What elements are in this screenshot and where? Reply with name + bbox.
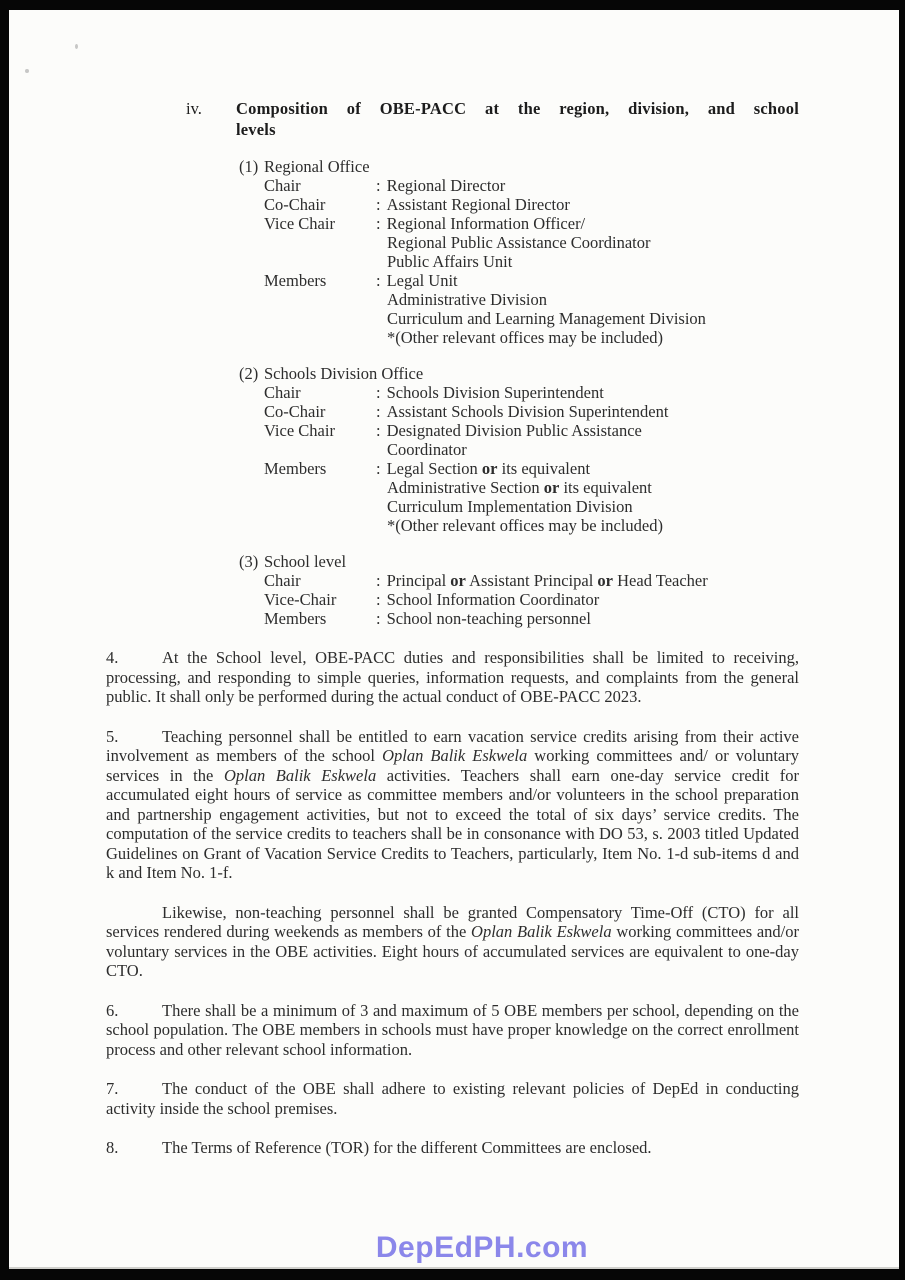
text-run: School non-teaching personnel (386, 609, 591, 628)
row-value-line (376, 383, 799, 402)
text-run: working committees and/or voluntary services in the OBE activities. Eight hours of accumulated services are equivalent to one-day CTO. (106, 922, 800, 980)
row-value-line (376, 290, 799, 309)
committee-title-row (239, 364, 799, 383)
section-heading-number: iv. (186, 99, 202, 118)
section-heading-line2: levels (236, 120, 276, 139)
committee-title: Regional Office (264, 157, 370, 176)
paragraph-list (106, 648, 799, 1158)
text-run: Coordinator (387, 440, 467, 459)
committee-title: School level (264, 552, 347, 571)
row-label: Members (264, 271, 327, 290)
text-run: The conduct of the OBE shall adhere to existing relevant policies of DepEd in conducting activity inside the school premises. (106, 1079, 799, 1118)
committee-row (264, 176, 799, 195)
row-value-line (376, 176, 799, 195)
paragraph (106, 1138, 799, 1158)
row-value-line (376, 402, 799, 421)
paragraph-number: 6. (106, 1000, 119, 1020)
text-run: Oplan Balik Eskwela (223, 765, 377, 785)
row-values (376, 590, 799, 609)
text-run: Curriculum Implementation Division (387, 497, 633, 516)
row-value-line (376, 252, 799, 271)
row-value-line (376, 516, 799, 535)
scan-speck (75, 44, 78, 49)
committee-row (264, 271, 799, 347)
text-run: Teaching personnel shall be entitled to earn vacation service credits arising from their active involvement as members of the school (106, 726, 799, 765)
text-run: its equivalent (497, 459, 591, 478)
committee-number: (2) (239, 364, 259, 383)
row-label: Chair (264, 571, 301, 590)
text-run: or (543, 478, 560, 497)
committee-row (264, 609, 799, 628)
row-value-line (376, 590, 799, 609)
row-label: Chair (264, 176, 301, 195)
row-values (376, 214, 799, 271)
row-colon: : (376, 271, 381, 290)
row-colon: : (376, 459, 381, 478)
row-colon: : (376, 590, 381, 609)
text-run: Principal (386, 571, 451, 590)
row-value-line (376, 328, 799, 347)
text-run: Designated Division Public Assistance (386, 421, 642, 440)
text-run: School Information Coordinator (386, 590, 600, 609)
paragraph-number: 7. (106, 1079, 119, 1098)
row-colon: : (376, 195, 381, 214)
section-heading-line1: Composition of OBE-PACC at the region, division, and school (236, 99, 799, 118)
row-label: Co-Chair (264, 195, 326, 214)
text-run: Head Teacher (613, 571, 708, 590)
text-run: Regional Public Assistance Coordinator (387, 233, 651, 252)
row-value-line (376, 214, 799, 233)
committee-row (264, 383, 799, 402)
row-label: Vice Chair (264, 214, 335, 233)
committee-title-row (239, 552, 799, 571)
paragraph-number: 5. (106, 726, 119, 746)
text-run: or (597, 571, 613, 590)
row-value-line (376, 478, 799, 497)
row-colon: : (376, 571, 381, 590)
row-values (376, 176, 799, 195)
committee-title: Schools Division Office (264, 364, 424, 383)
row-label: Vice-Chair (264, 590, 337, 609)
document-page (9, 10, 899, 1269)
row-value-line (376, 459, 799, 478)
text-run: Regional Director (386, 176, 506, 195)
row-values (376, 195, 799, 214)
row-value-line (376, 233, 799, 252)
row-label: Chair (264, 383, 301, 402)
text-run: its equivalent (559, 478, 652, 497)
watermark: DepEdPH.com (375, 1231, 589, 1264)
scan-speck (25, 69, 29, 73)
committee-title-row (239, 157, 799, 176)
row-values (376, 421, 799, 459)
paragraph (106, 1001, 799, 1060)
committee-row (264, 195, 799, 214)
text-run: Likewise, non-teaching personnel shall be granted Compensatory Time-Off (CTO) for all services rendered during weekends as members of the (106, 902, 799, 941)
paragraph (106, 903, 799, 981)
text-run: or (481, 459, 498, 478)
committee-row (264, 590, 799, 609)
row-value-line (376, 440, 799, 459)
paragraph-number: 4. (106, 648, 119, 667)
text-run: or (450, 571, 466, 590)
text-run: *(Other relevant offices may be included) (387, 516, 663, 535)
committee-number: (1) (239, 157, 259, 176)
row-values (376, 402, 799, 421)
row-values (376, 459, 799, 535)
committee-block (239, 364, 799, 535)
text-run: Regional Information Officer/ (386, 214, 586, 233)
row-label: Co-Chair (264, 402, 326, 421)
row-values (376, 609, 799, 628)
committee-block (239, 552, 799, 628)
row-value-line (376, 497, 799, 516)
committee-block (239, 157, 799, 347)
paragraph-number: 8. (106, 1138, 119, 1157)
text-run: Assistant Regional Director (386, 195, 570, 214)
text-run: There shall be a minimum of 3 and maximum of 5 OBE members per school, depending on the school population. The OBE members in schools must have proper knowledge on the correct enrollment process and other relevant school information. (106, 1000, 799, 1059)
text-run: Schools Division Superintendent (386, 383, 604, 402)
row-colon: : (376, 383, 381, 402)
text-run: working committees and/ or voluntary services in the (106, 746, 799, 785)
text-run: *(Other relevant offices may be included) (387, 328, 663, 347)
row-colon: : (376, 421, 381, 440)
row-colon: : (376, 402, 381, 421)
text-run: Oplan Balik Eskwela (471, 922, 612, 941)
row-colon: : (376, 214, 381, 233)
text-run: Oplan Balik Eskwela (382, 746, 528, 765)
row-label: Members (264, 609, 327, 628)
section-heading-text (236, 98, 799, 140)
text-run: Assistant Schools Division Superintendent (386, 402, 669, 421)
committee-row (264, 571, 799, 590)
text-run: Administrative Section (387, 478, 544, 497)
row-colon: : (376, 609, 381, 628)
row-value-line (376, 421, 799, 440)
row-values (376, 571, 799, 590)
text-run: Public Affairs Unit (387, 252, 513, 271)
committee-row (264, 402, 799, 421)
row-label: Members (264, 459, 327, 478)
row-value-line (376, 271, 799, 290)
text-run: Assistant Principal (465, 571, 598, 590)
section-heading (186, 98, 799, 140)
text-run: activities. Teachers shall earn one-day service credit for accumulated eight hours of service as committee members and/or volunteers in the school preparation and partnership engagement activities, but not to exceed the total of six days’ service credits. The computation of the service credits to teachers shall be in consonance with DO 53, s. 2003 titled Updated Guidelines on Grant of Vacation Service Credits to Teachers, particularly, Item No. 1-d sub-items d and k and Item No. 1-f. (106, 765, 799, 882)
text-run: Legal Unit (386, 271, 458, 290)
row-value-line (376, 309, 799, 328)
text-run: The Terms of Reference (TOR) for the different Committees are enclosed. (162, 1138, 652, 1157)
committee-row (264, 214, 799, 271)
committee-row (264, 459, 799, 535)
paragraph (106, 727, 799, 883)
text-run: At the School level, OBE-PACC duties and responsibilities shall be limited to receiving, processing, and responding to simple queries, information requests, and complaints from the general public. It shall only be performed during the actual conduct of OBE-PACC 2023. (106, 648, 799, 706)
paragraph (106, 648, 799, 707)
paragraph (106, 1079, 799, 1118)
committee-number: (3) (239, 552, 259, 571)
row-values (376, 271, 799, 347)
row-colon: : (376, 176, 381, 195)
row-value-line (376, 609, 799, 628)
row-value-line (376, 195, 799, 214)
committee-list (106, 157, 799, 628)
text-run: Legal Section (386, 459, 482, 478)
text-run: Curriculum and Learning Management Division (387, 309, 706, 328)
row-value-line (376, 571, 799, 590)
text-run: Administrative Division (387, 290, 547, 309)
row-label: Vice Chair (264, 421, 335, 440)
row-values (376, 383, 799, 402)
committee-row (264, 421, 799, 459)
